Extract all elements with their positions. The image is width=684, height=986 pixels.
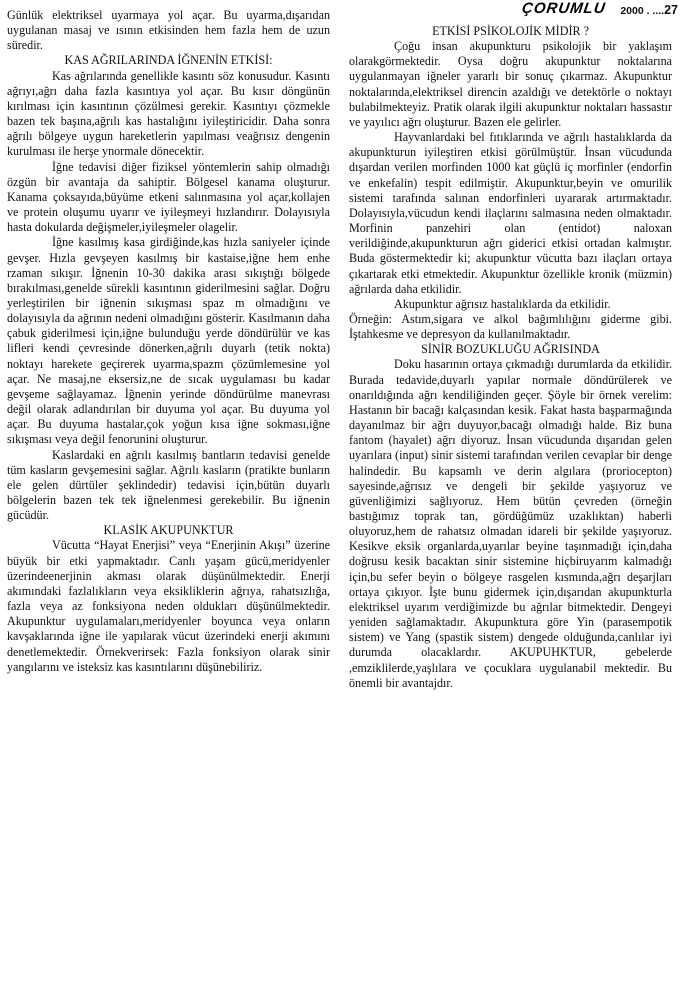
left-column — [7, 8, 330, 675]
paragraph: Günlük elektriksel uyarmaya yol açar. Bu uyarma,dışarıdan uygulanan masaj ve ısının etkisinden hem fazla hem de uzun süredir. — [7, 8, 330, 53]
page-info — [620, 3, 678, 17]
issue-year: 2000 . .... — [620, 5, 665, 17]
page-number: 27 — [664, 3, 678, 17]
paragraph: Çoğu insan akupunkturu psikolojik bir yaklaşım olarakgörmektedir. Oysa doğru akupunktur noktalarına uygulanmayan iğneler yararlı bir sonuç çıkarmaz. Akupunktur noktalarında,elektriksel direncin azaldığı ve detektörle o noktayı bulabilmekteyiz. Pratik olarak ilgili akupunktur noktaları hassastır ve yayılıcı ağrı oluşturur. Bazen ele gelirler. — [349, 39, 672, 129]
section-heading: SİNİR BOZUKLUĞU AĞRISINDA — [421, 342, 600, 357]
paragraph: Vücutta “Hayat Enerjisi” veya “Enerjinin Akışı” üzerine büyük bir etki yapmaktadır. Canlı yaşam gücü,meridyenler üzerindeenerjinin akması olarak düşünülmektedir. Enerji akımındaki fazlalıkların veya eksikliklerin ağrıya, rahatsızlığa, fazla veya az fonksiyona neden oldukları düşünülmektedir. Akupunktur uygulamaları,meridyenler boyunca veya onların kavşaklarında iğne ile yapılarak vücut üzerindeki enerji akımını denetlemektedir. Örnekverirsek: Fazla fonksiyon olarak sinir yangılarını ve isteksiz kas kasıntılarını düşünebiliriz. — [7, 538, 330, 674]
paragraph: Kaslardaki en ağrılı kasılmış bantların tedavisi genelde tüm kasların gevşemesini sağlar. Ağrılı kasların (pratikte bunların ele gelen dürtüler şeklindedir) tedavisi için,bütün duyarlı bölgelerin bazen tek tek iğnelenmesi gerekebilir. Bu iğnenin gücüdür. — [7, 447, 330, 523]
paragraph: Kas ağrılarında genellikle kasıntı söz konusudur. Kasıntı ağrıyı,ağrı daha fazla kasıntıya yol açar. Bu kısır döngünün kırılması için kasıntının çözülmesi gerekir. Kasıntıyı çözmekle bazen tek başına,ağrılı kas hastalığını iyileştiricidir. Daha sonra ağrılı bölgeye uygun hareketlerin yapılması veağrısız dengenin kurulması ile herşe ynormale dönecektir. — [7, 68, 330, 159]
paragraph: İğne tedavisi diğer fiziksel yöntemlerin sahip olmadığı özgün bir avantaja da sahiptir. Bölgesel kanama oluşturur. Kanama çoksayıda,büyüme etkeni salınmasına yol açar,kollajen ve protein oluşumu uyarır ve iyileşmeyi hızlandırır. Dolayısıyla hasta dokularda değişmeler,iyileşmeler olagelir. — [7, 159, 330, 235]
magazine-logo: ÇORUMLU — [521, 0, 608, 17]
section-heading: KLASİK AKUPUNKTUR — [103, 523, 234, 538]
right-column — [349, 24, 672, 691]
paragraph: Akupunktur ağrısız hastalıklarda da etkilidir. — [394, 296, 611, 311]
paragraph: Örneğin: Astım,sigara ve alkol bağımlılığını giderme gibi. İştahkesme ve depresyon da kullanılmaktadır. — [349, 311, 672, 342]
section-heading: KAS AĞRILARINDA İĞNENİN ETKİSİ: — [64, 53, 273, 68]
paragraph: Doku hasarının ortaya çıkmadığı durumlarda da etkilidir. Burada tedavide,duyarlı yapılar normale döndürülerek ve onarıldığında ağrı kendiliğinden geçer. Şöyle bir örnek verelim: Hastanın bir bacağı kalçasından kesik. Fakat hasta başparmağında dayanılmaz bir ağrı duyuyor,bacağı olmadığı halde. Biz buna fantom (hayalet) ağrı diyoruz. İnsan vücudunda dışarıdan gelen uyarılara (input) sinir sistemi tarafından verilen cevaplar bir denge halindedir. Bu kapsamlı ve derin algılara (proriocepton) sayesinde,ağrısız ve dengeli bir şekilde yaşıyoruz ve güvenliğimizi sağlıyoruz. Hem bütün çevreden (örneğin bastığımız toprak tan, gördüğümüz uzaklıktan) haberli oluyoruz,hem de rahatsız olmadan idareli bir şekilde yaşıyoruz. Kesikve eksik organlarda,uyarılar beyine taşınmadığı için,daha doğrusu kesik bacaktan sinir sistemine hiçbiruyarım kalmadığı için,bu sefer beyin o bölgeye rasgelen kısmında,ağrı deşarjları ortaya çıkıyor. İşte bunu gidermek için,dışarıdan akupunkturla elektriksel uyarım verdiğimizde bu ağrılar bitmektedir. Dengeyi yeniden sağlamaktadır. Akupunktura göre Yin (parasempotik sistem) ve Yang (spastik sistem) dengede olduğunda,canlılar iyi durumda olacaklardır. AKUPUHKTUR, gebelerde ,emziklilerde,yaşlılara ve çocuklara uygulanabil mektedir. Bu önemli bir avantajdır. — [349, 357, 672, 690]
paragraph: Hayvanlardaki bel fıtıklarında ve ağrılı hastalıklarda da akupunkturun iyileştiren etkisi görülmüştür. İnsan vücudunda dışardan verilen morfinden 1000 kat güçlü iç morfinler (endorfin ve enkefalin) tespit edilmiştir. Akupunktur,beyin ve omurilik sistemi tarafında salınan endorfinleri uyararak artırmaktadır. Dolayısıyla,vücudun kendi ilaçlarını salmasına neden olmaktadır. Morfinin panzehiri olan (entidot) naloxan verildiğinde,akupunkturun ağrı giderici etkisi ortadan kalmıştır. Buda göstermektedir ki; akupunktur vücutta bazı ilaçları ortaya çıkartarak etki etmektedir. Akupunktur özellikle kronik (müzmin) ağrılarda daha etkilidir. — [349, 130, 672, 296]
paragraph: İğne kasılmış kasa girdiğinde,kas hızla saniyeler içinde gevşer. Hızla gevşeyen kasılmış bir kastaise,iğne hem enhe rzaman sıkışır. İğnenin 10-30 dakika arası sıkıştığı bölgede bırakılması,genelde sürekli kasıntının giderilmesini sağlar. Doğru yerleştirilen bir iğnenin sıkışması spaz m olmadığını ve dolayısıyla da ağrının nedeni olmadığını gösterir. Kasılmanın daha çabuk giderilmesi için,iğne bulunduğu yerde döndürülür ve kas lifleri kendi çevresinde dönerken,ağrılı duyarlı (tetik nokta) noktayı harekete geçirerek uyarma,spazm çözümlemesine yol açar. Ne masaj,ne eksersiz,ne de sıcak uygulaması bu kadar gevşeme sağlayamaz. İğnenin yerinde döndürülme manevrası değil olarak adlandırılan bir duyuma yol açar. Bu duyuma yol açar. Bu duyuma hastalar,çok yoğun kısa iğne sokması,iğne sıkışması veya değil fenorunini oluşturur. — [7, 235, 330, 447]
section-heading: ETKİSİ PSİKOLOJİK MİDİR ? — [432, 24, 589, 38]
